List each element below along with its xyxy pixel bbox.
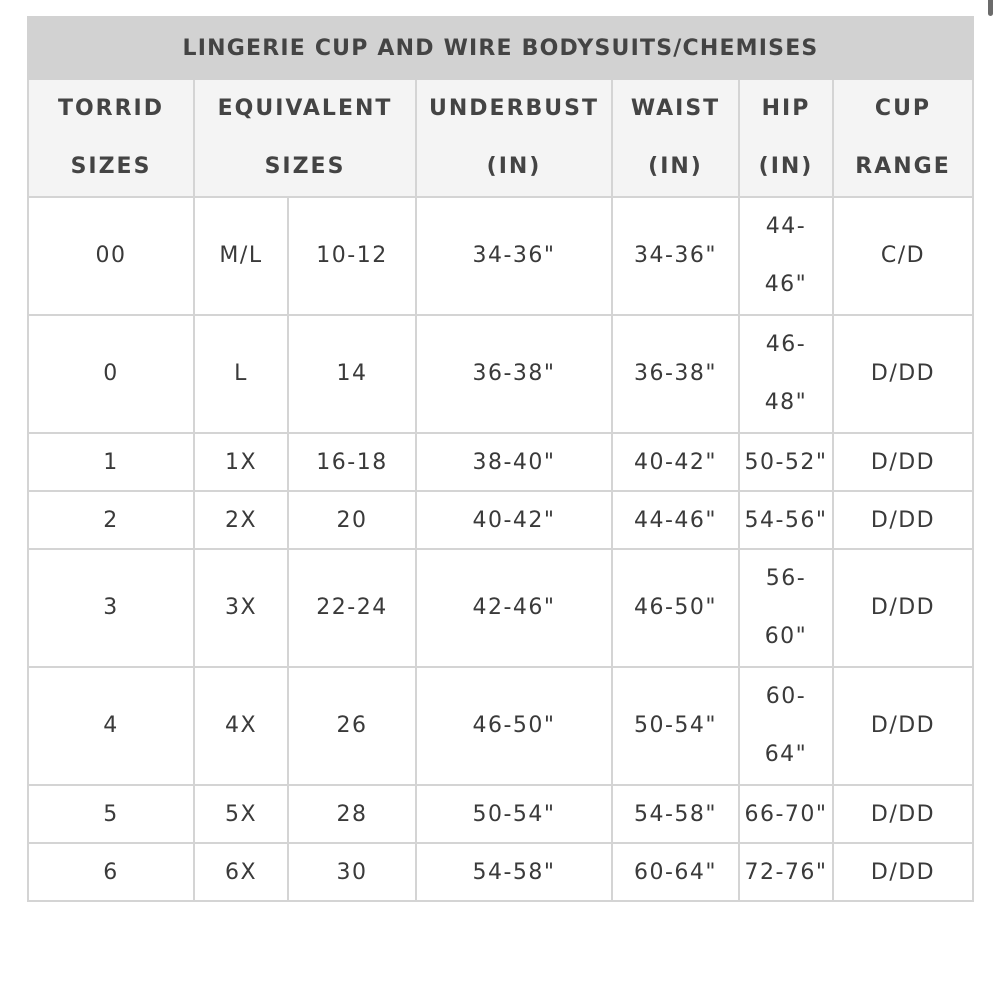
cell-numeric-size: 20 [288, 491, 416, 549]
table-title-row [28, 17, 973, 79]
cell-torrid-size: 3 [28, 549, 194, 667]
header-underbust-line2: (IN) [486, 154, 542, 179]
cell-hip-line2: 48" [764, 390, 808, 415]
cell-waist: 40-42" [612, 433, 739, 491]
cell-alpha-size: 1X [194, 433, 288, 491]
cell-torrid-size: 0 [28, 315, 194, 433]
cell-hip-line2: 64" [764, 742, 808, 767]
cell-hip-line2: 46" [764, 272, 808, 297]
header-underbust [416, 79, 612, 197]
cell-waist: 44-46" [612, 491, 739, 549]
cell-hip: 66-70" [739, 785, 833, 843]
cell-alpha-size: 3X [194, 549, 288, 667]
header-waist-line2: (IN) [648, 154, 703, 179]
cell-hip [739, 315, 833, 433]
cell-hip: 50-52" [739, 433, 833, 491]
cell-torrid-size: 5 [28, 785, 194, 843]
header-hip [739, 79, 833, 197]
cell-underbust: 38-40" [416, 433, 612, 491]
cell-alpha-size: 5X [194, 785, 288, 843]
cell-cup-range: D/DD [833, 843, 973, 901]
cell-waist: 50-54" [612, 667, 739, 785]
header-equivalent-line1: EQUIVALENT [217, 96, 393, 121]
cell-underbust: 54-58" [416, 843, 612, 901]
cell-alpha-size: L [194, 315, 288, 433]
table-row [28, 197, 973, 315]
cell-alpha-size: M/L [194, 197, 288, 315]
table-row [28, 549, 973, 667]
table-title: LINGERIE CUP AND WIRE BODYSUITS/CHEMISES [28, 17, 973, 79]
header-torrid-sizes [28, 79, 194, 197]
size-chart-table [27, 16, 974, 902]
cell-underbust: 36-38" [416, 315, 612, 433]
cell-cup-range: D/DD [833, 491, 973, 549]
cell-alpha-size: 6X [194, 843, 288, 901]
table-row [28, 315, 973, 433]
cell-underbust: 42-46" [416, 549, 612, 667]
cell-numeric-size: 16-18 [288, 433, 416, 491]
cell-torrid-size: 4 [28, 667, 194, 785]
header-waist [612, 79, 739, 197]
cell-numeric-size: 14 [288, 315, 416, 433]
cell-torrid-size: 2 [28, 491, 194, 549]
cell-torrid-size: 1 [28, 433, 194, 491]
cell-underbust: 34-36" [416, 197, 612, 315]
cell-numeric-size: 26 [288, 667, 416, 785]
header-equivalent-line2: SIZES [264, 154, 346, 179]
cell-alpha-size: 4X [194, 667, 288, 785]
table-row [28, 785, 973, 843]
table-header-row [28, 79, 973, 197]
cell-numeric-size: 30 [288, 843, 416, 901]
cell-underbust: 46-50" [416, 667, 612, 785]
table-row [28, 433, 973, 491]
cell-cup-range: D/DD [833, 549, 973, 667]
cell-hip-line2: 60" [764, 624, 808, 649]
header-hip-line2: (IN) [758, 154, 814, 179]
header-hip-line1: HIP [761, 96, 811, 121]
header-torrid-line1: TORRID [57, 96, 165, 121]
cell-cup-range: D/DD [833, 667, 973, 785]
cell-hip: 72-76" [739, 843, 833, 901]
table-row [28, 667, 973, 785]
header-underbust-line1: UNDERBUST [429, 96, 599, 121]
cell-hip: 54-56" [739, 491, 833, 549]
header-cup-line1: CUP [874, 96, 932, 121]
table-row [28, 843, 973, 901]
cell-hip [739, 549, 833, 667]
cell-waist: 60-64" [612, 843, 739, 901]
cell-hip [739, 197, 833, 315]
cell-hip-line1: 46- [765, 332, 807, 357]
cell-torrid-size: 00 [28, 197, 194, 315]
cell-waist: 54-58" [612, 785, 739, 843]
cell-waist: 34-36" [612, 197, 739, 315]
cell-torrid-size: 6 [28, 843, 194, 901]
cell-waist: 36-38" [612, 315, 739, 433]
cell-hip [739, 667, 833, 785]
header-waist-line1: WAIST [630, 96, 721, 121]
cell-underbust: 50-54" [416, 785, 612, 843]
cell-hip-line1: 56- [765, 566, 807, 591]
cell-underbust: 40-42" [416, 491, 612, 549]
cell-numeric-size: 28 [288, 785, 416, 843]
cell-numeric-size: 10-12 [288, 197, 416, 315]
header-equivalent-sizes [194, 79, 416, 197]
cell-waist: 46-50" [612, 549, 739, 667]
cell-alpha-size: 2X [194, 491, 288, 549]
table-row [28, 491, 973, 549]
header-cup-range [833, 79, 973, 197]
cell-cup-range: D/DD [833, 433, 973, 491]
header-cup-line2: RANGE [855, 154, 951, 179]
cell-numeric-size: 22-24 [288, 549, 416, 667]
cell-cup-range: C/D [833, 197, 973, 315]
cell-cup-range: D/DD [833, 315, 973, 433]
header-torrid-line2: SIZES [70, 154, 152, 179]
cell-hip-line1: 44- [765, 214, 807, 239]
cell-cup-range: D/DD [833, 785, 973, 843]
cell-hip-line1: 60- [765, 684, 807, 709]
scrollbar-thumb[interactable] [988, 0, 993, 16]
